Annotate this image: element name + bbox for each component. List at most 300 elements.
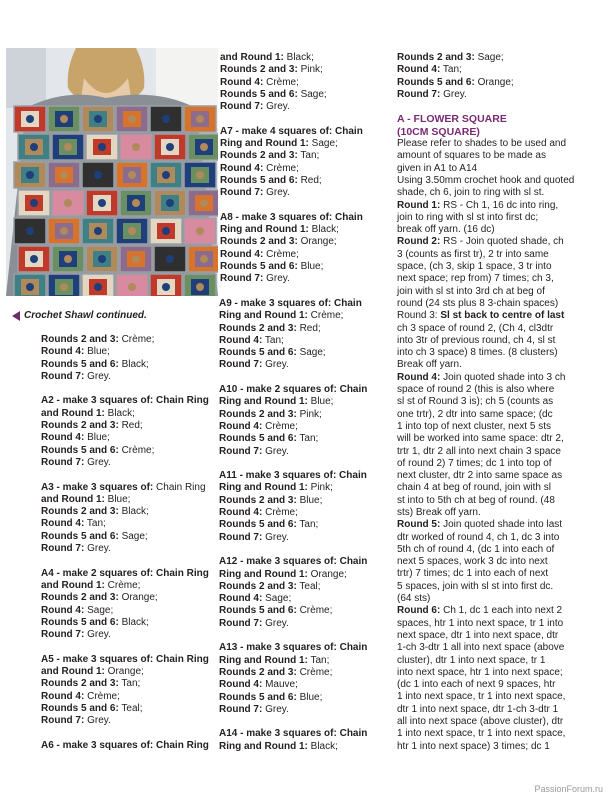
line-value: Pink;	[307, 482, 333, 494]
line-label: Rounds 2 and 3:	[220, 150, 298, 162]
spec-line	[219, 593, 367, 605]
line-value: Grey.	[440, 88, 467, 100]
line-value: next space, dtr 1 into next space, dtr	[397, 629, 559, 641]
instruction-line	[397, 741, 574, 753]
spec-line	[220, 224, 363, 236]
instruction-line	[397, 495, 574, 507]
line-value: 5th ch of round 4, (dc 1 into each of	[397, 543, 555, 555]
line-value: one trtr), 2 dtr into same space; (dc	[397, 408, 553, 420]
instruction-line	[397, 421, 574, 433]
spec-line	[41, 543, 209, 555]
line-value: trtr 1, dtr 2 all into next chain 3 space	[397, 445, 561, 457]
spec-line	[219, 618, 367, 630]
instruction-line	[397, 532, 574, 544]
line-label: A3 - make 3 squares of:	[41, 481, 154, 493]
column-1	[41, 334, 209, 764]
square-spec	[41, 740, 209, 752]
instruction-line	[397, 359, 574, 371]
line-value: 1 into next space, tr 1 into next space,	[397, 691, 566, 703]
granny-square-center	[162, 115, 170, 123]
line-value: (dc 1 into each of next 9 spaces, htr	[397, 679, 556, 691]
line-value: Sage;	[297, 88, 327, 100]
spec-line	[220, 138, 363, 150]
line-value: Red;	[118, 420, 143, 432]
granny-square-center	[60, 171, 68, 179]
line-value: spaces, htr 1 into next space, tr 1 into	[397, 617, 564, 629]
instruction-line	[397, 261, 574, 273]
spec-line	[219, 605, 367, 617]
instruction-line	[397, 396, 574, 408]
line-value: Tan;	[296, 433, 319, 445]
spec-line	[219, 532, 367, 544]
granny-square-center	[132, 199, 140, 207]
granny-square-center	[162, 283, 170, 291]
line-label: Rounds 5 and 6:	[219, 433, 297, 445]
line-label: Round 7:	[397, 88, 441, 100]
line-label: Rounds 5 and 6:	[219, 519, 297, 531]
line-label: Round 7:	[41, 629, 85, 641]
line-value: Blue;	[296, 691, 323, 703]
line-value: space of round 2 (this is also where	[397, 384, 555, 396]
spec-line	[41, 457, 209, 469]
line-value: Grey.	[263, 101, 290, 113]
instruction-line	[397, 347, 574, 359]
instruction-line	[397, 224, 574, 236]
line-label: Round 7:	[41, 543, 85, 555]
line-label: Rounds 2 and 3:	[41, 678, 119, 690]
line-label: Rounds 2 and 3:	[220, 64, 298, 76]
line-label: and Round 1:	[41, 407, 105, 419]
spec-line	[219, 310, 367, 322]
line-label: Rounds 5 and 6:	[219, 605, 297, 617]
granny-square-center	[166, 255, 174, 263]
line-label: Ring and Round 1:	[220, 138, 309, 150]
granny-square-center	[166, 143, 174, 151]
line-label: Round 4:	[219, 334, 263, 346]
square-spec	[220, 126, 363, 200]
instruction-line	[397, 446, 574, 458]
line-value: Teal;	[118, 702, 143, 714]
spec-line	[219, 519, 367, 531]
instruction-line	[397, 163, 574, 175]
instruction-line	[397, 630, 574, 642]
line-value: next space; rep from) 7 times; ch 3,	[397, 273, 554, 285]
spec-line	[41, 432, 209, 444]
line-label: Rounds 5 and 6:	[41, 444, 119, 456]
instruction-line	[397, 310, 574, 322]
line-label: Rounds 5 and 6:	[220, 261, 298, 273]
line-label: Round 4:	[219, 593, 263, 605]
granny-square-center	[64, 255, 72, 263]
square-spec	[219, 298, 367, 372]
line-value: Grey.	[84, 715, 111, 727]
spec-line	[219, 347, 367, 359]
spec-line	[219, 507, 367, 519]
line-label: Round 4:	[397, 371, 441, 383]
line-label: Round 2:	[397, 236, 441, 248]
spec-line	[41, 531, 209, 543]
spec-line	[41, 395, 209, 407]
spec-line	[41, 518, 209, 530]
line-label: Round 7:	[219, 359, 263, 371]
granny-square-center	[128, 283, 136, 291]
granny-square-center	[196, 227, 204, 235]
spec-line	[41, 334, 209, 346]
spec-line	[41, 629, 209, 641]
line-label: A8 - make 3 squares of: Chain	[220, 211, 363, 223]
line-label: Rounds 2 and 3:	[41, 592, 119, 604]
spec-line	[41, 568, 209, 580]
spec-line	[397, 77, 574, 89]
shawl-photo	[6, 48, 218, 296]
line-value: Orange;	[307, 568, 347, 580]
spec-line	[397, 64, 574, 76]
line-value: into ch 3 space) 8 times. (8 clusters)	[397, 347, 558, 359]
line-label: A14 - make 3 squares of: Chain	[219, 728, 368, 740]
column-3	[397, 52, 574, 753]
spec-line	[219, 323, 367, 335]
instruction-line	[397, 200, 574, 212]
instruction-line	[397, 593, 574, 605]
line-label: Round 7:	[41, 456, 85, 468]
line-label: Round 7:	[219, 531, 263, 543]
granny-square-center	[166, 199, 174, 207]
spec-line	[41, 371, 209, 383]
line-value: Ch 1, dc 1 each into next 2	[440, 605, 563, 617]
line-value: Grey.	[84, 456, 111, 468]
line-value: Chain Ring	[153, 481, 206, 493]
instruction-line	[397, 138, 574, 150]
granny-square-center	[98, 199, 106, 207]
line-value: Grey.	[262, 359, 289, 371]
spec-line	[220, 52, 363, 64]
granny-square-center	[94, 227, 102, 235]
line-label: Rounds 5 and 6:	[220, 88, 298, 100]
line-value: Orange;	[118, 592, 158, 604]
granny-square-center	[98, 255, 106, 263]
line-value: Pink;	[297, 64, 323, 76]
line-value: Sage;	[474, 52, 504, 63]
line-label: Round 7:	[220, 273, 264, 285]
square-spec	[41, 654, 209, 728]
column-2-top	[220, 52, 363, 298]
square-spec	[219, 384, 367, 458]
granny-square-center	[30, 199, 38, 207]
spec-line	[397, 89, 574, 101]
line-value: Crème;	[263, 248, 299, 260]
line-value: Grey.	[263, 273, 290, 285]
line-label: Round 4:	[220, 248, 264, 260]
spec-line	[220, 212, 363, 224]
line-label: Ring and Round 1:	[219, 740, 308, 752]
line-value: break off yarn. (16 dc)	[397, 224, 495, 236]
instruction-line	[397, 273, 574, 285]
spec-line	[219, 421, 367, 433]
spec-line	[220, 77, 363, 89]
line-value: Crème;	[118, 334, 155, 345]
granny-square-center	[60, 227, 68, 235]
line-value: Black;	[104, 407, 135, 419]
spec-line	[219, 581, 367, 593]
line-value: Crème;	[262, 507, 298, 519]
granny-square-center	[200, 199, 208, 207]
line-value: Grey.	[84, 543, 111, 555]
instruction-line	[397, 519, 574, 531]
line-value: dtr 1 into next space, dtr 1-ch 3-dtr 1	[397, 703, 559, 715]
granny-square-center	[162, 171, 170, 179]
line-value: into 3tr of previous round, ch 4, sl st	[397, 334, 556, 346]
spec-line	[41, 494, 209, 506]
line-label: Rounds 2 and 3:	[41, 334, 119, 345]
spec-line	[220, 64, 363, 76]
spec-line	[220, 249, 363, 261]
line-value: will be worked into same space: dtr 2,	[397, 433, 564, 445]
line-value: RS - Join quoted shade, ch	[440, 236, 564, 248]
line-label: Sl st back to centre of last	[440, 310, 565, 322]
line-label: Rounds 2 and 3:	[41, 506, 119, 518]
spec-line	[41, 445, 209, 457]
spec-line	[219, 396, 367, 408]
line-label: Round 4:	[219, 679, 263, 691]
line-label: Rounds 5 and 6:	[41, 702, 119, 714]
square-spec	[219, 642, 367, 716]
spec-line	[219, 482, 367, 494]
spec-line	[220, 236, 363, 248]
line-label: Rounds 2 and 3:	[219, 322, 297, 334]
square-spec	[219, 556, 367, 630]
granny-square-center	[94, 115, 102, 123]
spec-line	[220, 150, 363, 162]
granny-square-center	[64, 199, 72, 207]
line-value: Grey.	[263, 187, 290, 199]
spec-line	[41, 654, 209, 666]
line-label: Round 4:	[219, 507, 263, 519]
line-label: Rounds 5 and 6:	[219, 691, 297, 703]
line-label: A9 - make 3 squares of: Chain	[219, 298, 362, 309]
spec-line	[41, 691, 209, 703]
line-value: Crème;	[104, 579, 141, 591]
line-value: 1 into next space, tr 1 into next space,	[397, 728, 566, 740]
instruction-line	[397, 335, 574, 347]
spec-line	[219, 384, 367, 396]
spec-line	[219, 741, 367, 753]
line-label: Rounds 2 and 3:	[219, 494, 297, 506]
line-value: Tan;	[307, 654, 330, 666]
line-value: Tan;	[297, 150, 320, 162]
line-value: Blue;	[307, 396, 334, 408]
instruction-line	[397, 728, 574, 740]
line-value: (64 sts)	[397, 593, 431, 605]
spec-line	[219, 679, 367, 691]
instruction-line	[397, 384, 574, 396]
line-value: Blue;	[297, 261, 324, 273]
granny-square-center	[196, 283, 204, 291]
line-value: Using 3.50mm crochet hook and quoted	[397, 174, 575, 186]
line-value: Black;	[118, 616, 149, 628]
line-value: Sage;	[262, 593, 292, 605]
spec-line	[220, 89, 363, 101]
line-value: 5 spaces, join with sl st into first dc.	[397, 580, 554, 592]
line-value: Round 3:	[397, 310, 441, 322]
granny-square-center	[200, 255, 208, 263]
line-label: Rounds 5 and 6:	[41, 530, 119, 542]
spec-line	[220, 163, 363, 175]
spec-line	[219, 728, 367, 740]
line-value: join with sl st into 3rd ch at beg of	[397, 285, 545, 297]
spec-line	[219, 359, 367, 371]
line-label: Ring and Round 1:	[220, 224, 309, 236]
line-label: Rounds 5 and 6:	[397, 76, 475, 88]
spec-line	[219, 704, 367, 716]
line-label: Round 4:	[41, 604, 85, 616]
line-label: Ring and Round 1:	[219, 396, 308, 408]
line-value: RS - Ch 1, 16 dc into ring,	[440, 199, 559, 211]
line-value: Pink;	[296, 408, 322, 420]
instruction-line	[397, 298, 574, 310]
line-value: Red;	[296, 322, 321, 334]
line-value: 1-ch 3-dtr 1 all into next space (above	[397, 642, 565, 654]
instruction-line	[397, 507, 574, 519]
granny-square-center	[30, 143, 38, 151]
line-label: Rounds 2 and 3:	[219, 408, 297, 420]
line-value: 3 (counts as first tr), 2 tr into same	[397, 248, 549, 260]
spec-line	[219, 569, 367, 581]
line-value: Sage;	[308, 138, 338, 150]
line-value: Tan;	[84, 518, 106, 530]
instruction-line	[397, 249, 574, 261]
line-label: A5 - make 3 squares of: Chain Ring	[41, 653, 209, 665]
instruction-line	[397, 605, 574, 617]
line-value: Mauve;	[262, 679, 298, 691]
spec-line	[219, 692, 367, 704]
line-label: Round 4:	[41, 518, 85, 530]
spec-line	[219, 335, 367, 347]
line-value: next 5 spaces, work 3 dc into next	[397, 556, 548, 568]
line-value: Tan;	[296, 519, 319, 531]
granny-square-center	[196, 115, 204, 123]
granny-square-center	[26, 115, 34, 123]
line-label: A4 - make 2 squares of: Chain Ring	[41, 567, 209, 579]
line-value: Crème;	[296, 666, 333, 678]
line-value: Grey.	[262, 703, 289, 715]
caption-arrow-icon	[12, 311, 20, 321]
line-label: Ring and Round 1:	[219, 482, 308, 494]
instruction-line	[397, 470, 574, 482]
line-label: Round 4:	[220, 76, 264, 88]
line-value: Join quoted shade into 3 ch	[440, 371, 566, 383]
instruction-line	[397, 704, 574, 716]
line-value: Crème;	[296, 605, 333, 617]
square-spec	[41, 334, 209, 383]
line-label: Rounds 5 and 6:	[220, 174, 298, 186]
line-label: Round 4:	[397, 64, 441, 76]
spec-line	[219, 470, 367, 482]
spec-line	[41, 703, 209, 715]
line-label: Round 7:	[41, 715, 85, 727]
granny-square-center	[132, 143, 140, 151]
instruction-line	[397, 655, 574, 667]
line-label: Rounds 5 and 6:	[219, 347, 297, 359]
square-spec	[41, 482, 209, 556]
line-label: Round 5:	[397, 519, 441, 531]
column-3-top-block	[397, 52, 574, 101]
line-value: Join quoted shade into last	[440, 519, 563, 531]
line-value: Crème;	[262, 420, 298, 432]
line-value: Crème;	[84, 690, 120, 702]
instruction-line	[397, 544, 574, 556]
instruction-line	[397, 556, 574, 568]
line-value: htr 1 into next space) 3 times; dc 1	[397, 740, 550, 752]
instruction-line	[397, 642, 574, 654]
spec-line	[41, 605, 209, 617]
column-2	[219, 298, 367, 765]
line-value: Blue;	[84, 432, 110, 444]
instruction-line	[397, 581, 574, 593]
line-label: A7 - make 4 squares of: Chain	[220, 125, 363, 137]
line-value: Grey.	[262, 445, 289, 457]
spec-line	[41, 506, 209, 518]
line-value: shade, ch 6, join to ring with sl st.	[397, 187, 545, 199]
spec-line	[41, 420, 209, 432]
granny-square-center	[26, 171, 34, 179]
granny-square-center	[60, 283, 68, 291]
square-spec	[220, 52, 363, 113]
line-value: Black;	[118, 358, 149, 370]
line-value: Orange;	[104, 666, 144, 678]
spec-line	[41, 482, 209, 494]
spec-line	[219, 556, 367, 568]
section-title: A - FLOWER SQUARE	[397, 113, 507, 126]
line-label: A11 - make 3 squares of: Chain	[219, 470, 367, 482]
shawl-photo-illustration	[6, 48, 218, 296]
line-value: Grey.	[262, 617, 289, 629]
line-value: Blue;	[84, 346, 110, 358]
instruction-line	[397, 458, 574, 470]
granny-square-center	[94, 171, 102, 179]
spec-line	[219, 446, 367, 458]
square-spec	[219, 728, 367, 753]
line-value: Crème;	[307, 310, 344, 322]
line-label: Rounds 2 and 3:	[220, 236, 298, 248]
granny-square-center	[132, 255, 140, 263]
granny-square-center	[128, 115, 136, 123]
line-label: Rounds 2 and 3:	[41, 420, 119, 432]
spec-line	[219, 409, 367, 421]
spec-line	[219, 433, 367, 445]
line-value: all into next space (above cluster), dtr	[397, 716, 564, 728]
spec-line	[219, 298, 367, 310]
spec-line	[41, 666, 209, 678]
granny-square-center	[162, 227, 170, 235]
instruction-line	[397, 236, 574, 248]
line-label: Ring and Round 1:	[219, 310, 308, 322]
line-label: Rounds 5 and 6:	[41, 616, 119, 628]
line-value: st into to 5th ch at beg of round. (48	[397, 494, 555, 506]
instruction-line	[397, 212, 574, 224]
granny-square-center	[26, 283, 34, 291]
line-value: join to ring with sl st into first dc;	[397, 211, 539, 223]
line-label: Ring and Round 1:	[219, 568, 308, 580]
line-label: Round 4:	[41, 346, 85, 358]
spec-line	[41, 740, 209, 752]
spec-line	[220, 126, 363, 138]
line-value: Blue;	[296, 494, 323, 506]
section-subtitle: (10CM SQUARE)	[397, 125, 480, 138]
line-value: Black;	[118, 506, 149, 518]
line-value: Black;	[308, 224, 339, 236]
spec-line	[220, 273, 363, 285]
line-value: Black;	[283, 52, 314, 63]
